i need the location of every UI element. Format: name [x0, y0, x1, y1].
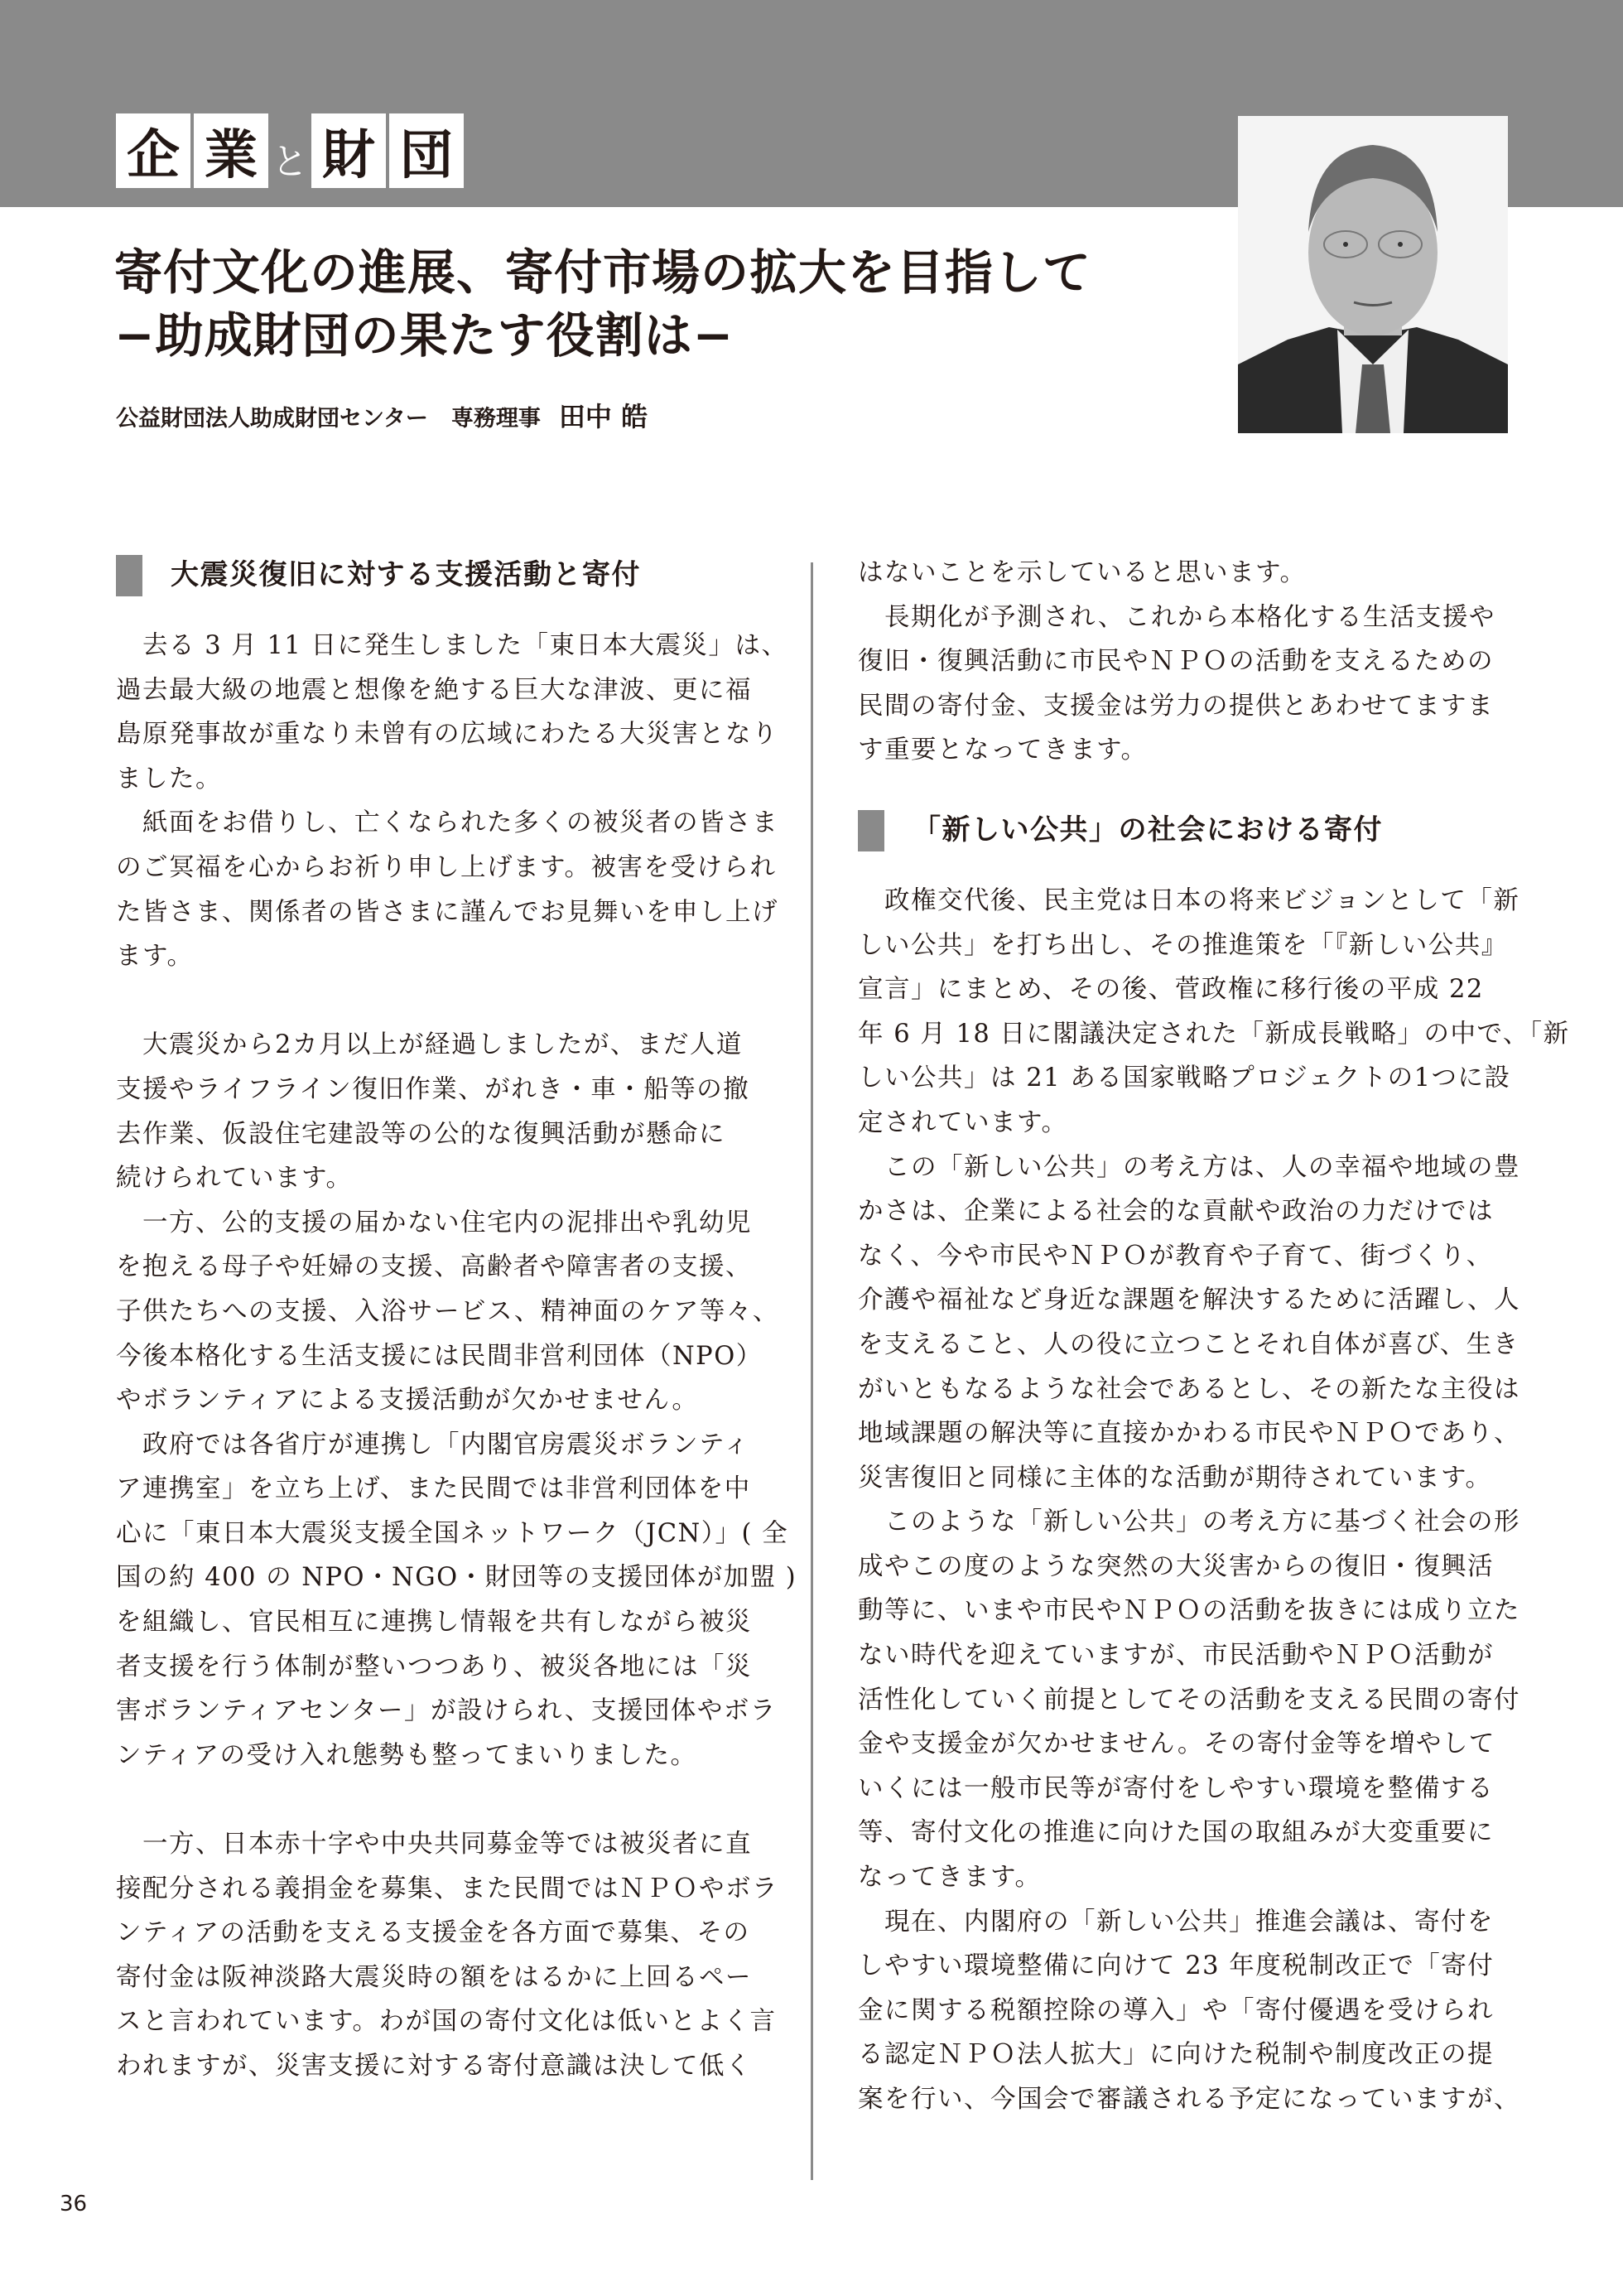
text-line: 民間の寄付金、支援金は労力の提供とあわせてますま — [858, 691, 1494, 721]
author-role: 専務理事 — [450, 406, 541, 432]
text-line: 成やこの度のような突然の大災害からの復旧・復興活 — [858, 1551, 1494, 1581]
column-divider — [811, 562, 813, 2180]
category-char: 団 — [389, 113, 464, 188]
text-line: 去作業、仮設住宅建設等の公的な復興活動が懸命に — [116, 1119, 725, 1149]
text-line: 国の約 400 の NPO・NGO・財団等の支援団体が加盟 ) — [116, 1563, 797, 1593]
text-line: す重要となってきます。 — [858, 736, 1148, 765]
text-line: 長期化が予測され、これから本格化する生活支援や — [858, 602, 1495, 632]
text-line: 去る 3 月 11 日に発生しました「東日本大震災」は、 — [116, 631, 788, 660]
text-line: 現在、内閣府の「新しい公共」推進会議は、寄付を — [858, 1907, 1494, 1937]
left-body-text — [116, 624, 797, 2089]
text-line: なく、今や市民やＮＰＯが教育や子育て、街づくり、 — [858, 1241, 1493, 1271]
page-number: 36 — [60, 2192, 88, 2216]
text-line: ない時代を迎えていますが、市民活動やＮＰＯ活動が — [858, 1641, 1494, 1671]
text-line: なってきます。 — [858, 1863, 1042, 1893]
text-line: 害ボランティアセンター」が設けられ、支援団体やボラ — [116, 1696, 777, 1726]
heading-square-icon — [116, 555, 142, 596]
text-line: 心に「東日本大震災支援全国ネットワーク（JCN）」( 全 — [116, 1518, 789, 1548]
text-line: かさは、企業による社会的な貢献や政治の力だけでは — [858, 1197, 1494, 1227]
section-heading — [116, 551, 767, 601]
text-line: を抱える母子や妊婦の支援、高齢者や障害者の支援、 — [116, 1252, 752, 1282]
author-name: 田中 皓 — [558, 401, 648, 432]
paragraph-gap — [116, 979, 767, 1024]
section-heading-text: 大震災復旧に対する支援活動と寄付 — [171, 558, 641, 592]
text-line: 今後本格化する生活支援には民間非営利団体（NPO） — [116, 1341, 763, 1371]
text-line: 地域課題の解決等に直接かかわる市民やＮＰＯであり、 — [858, 1419, 1520, 1449]
category-char: 企 — [116, 113, 190, 188]
right-body-text-top — [858, 551, 1512, 773]
text-line: 政権交代後、民主党は日本の将来ビジョンとして「新 — [858, 885, 1520, 915]
text-line: しい公共」を打ち出し、その推進策を「『新しい公共』 — [858, 930, 1508, 960]
text-line: 接配分される義捐金を募集、また民間ではＮＰＯやボラ — [116, 1874, 778, 1903]
paragraph-gap — [116, 1777, 767, 1822]
text-line: 金に関する税額控除の導入」や「寄付優遇を受けられ — [858, 1995, 1494, 2025]
text-line: 紙面をお借りし、亡くなられた多くの被災者の皆さま — [116, 808, 778, 838]
article-title: 寄付文化の進展、寄付市場の拡大を目指して — [114, 244, 1092, 301]
text-line: 過去最大級の地震と想像を絶する巨大な津波、更に福 — [116, 675, 752, 705]
category-label — [116, 113, 467, 188]
section-heading-text: 「新しい公共」の社会における寄付 — [913, 813, 1383, 847]
text-line: やボランティアによる支援活動が欠かせません。 — [116, 1386, 699, 1416]
category-conjunction: と — [272, 141, 308, 183]
text-line: いくには一般市民等が寄付をしやすい環境を整備する — [858, 1773, 1494, 1803]
text-line: この「新しい公共」の考え方は、人の幸福や地域の豊 — [858, 1152, 1520, 1182]
text-line: スと言われています。わが国の寄付文化は低いとよく言 — [116, 2007, 777, 2037]
text-line: 活性化していく前提としてその活動を支える民間の寄付 — [858, 1685, 1520, 1715]
text-line: 年 6 月 18 日に閣議決定された「新成長戦略」の中で、「新 — [858, 1019, 1570, 1049]
text-line: 大震災から2カ月以上が経過しましたが、まだ人道 — [116, 1030, 743, 1060]
text-line: た皆さま、関係者の皆さまに謹んでお見舞いを申し上げ — [116, 897, 778, 927]
text-line: 定されています。 — [858, 1107, 1068, 1137]
text-line: 金や支援金が欠かせません。その寄付金等を増やして — [858, 1729, 1495, 1759]
text-line: 復旧・復興活動に市民やＮＰＯの活動を支えるための — [858, 647, 1494, 677]
text-line: 一方、日本赤十字や中央共同募金等では被災者に直 — [116, 1830, 752, 1859]
text-line: 災害復旧と同様に主体的な活動が期待されています。 — [858, 1463, 1492, 1493]
text-line: 子供たちへの支援、入浴サービス、精神面のケア等々、 — [116, 1296, 779, 1326]
left-column — [116, 551, 797, 2089]
right-column — [858, 551, 1570, 2122]
text-line: 島原発事故が重なり未曾有の広域にわたる大災害となり — [116, 720, 778, 750]
text-line: 動等に、いまや市民やＮＰＯの活動を抜きには成り立た — [858, 1596, 1520, 1626]
category-char: 業 — [194, 113, 268, 188]
author-portrait-photo — [1238, 116, 1508, 433]
text-line: このような「新しい公共」の考え方に基づく社会の形 — [858, 1507, 1520, 1537]
text-line: ンティアの受け入れ態勢も整ってまいりました。 — [116, 1740, 697, 1770]
text-line: 等、寄付文化の推進に向けた国の取組みが大変重要に — [858, 1818, 1494, 1848]
text-line: 一方、公的支援の届かない住宅内の泥排出や乳幼児 — [116, 1208, 752, 1237]
text-line: ンティアの活動を支える支援金を各方面で募集、その — [116, 1918, 750, 1948]
text-line: 寄付金は阪神淡路大震災時の額をはるかに上回るペー — [116, 1962, 752, 1992]
right-body-text — [858, 879, 1570, 2122]
text-line: を支えること、人の役に立つことそれ自体が喜び、生き — [858, 1329, 1519, 1359]
text-line: はないことを示していると思います。 — [858, 558, 1307, 587]
text-line: しい公共」は 21 ある国家戦略プロジェクトの1つに設 — [858, 1064, 1511, 1093]
text-line: のご冥福を心からお祈り申し上げます。被害を受けられ — [116, 852, 777, 882]
section-heading — [858, 806, 1512, 856]
category-char: 財 — [311, 113, 386, 188]
article-subtitle: −助成財団の果たす役割は− — [114, 307, 734, 364]
text-line: を組織し、官民相互に連携し情報を共有しながら被災 — [116, 1608, 752, 1638]
portrait-image — [1238, 116, 1508, 433]
author-organization: 公益財団法人助成財団センター — [116, 406, 428, 432]
heading-square-icon — [858, 810, 884, 851]
text-line: ました。 — [116, 764, 222, 793]
text-line: 者支援を行う体制が整いつつあり、被災各地には「災 — [116, 1652, 752, 1681]
text-line: 宣言」にまとめ、その後、菅政権に移行後の平成 22 — [858, 975, 1484, 1005]
text-line: 介護や福祉など身近な課題を解決するために活躍し、人 — [858, 1285, 1520, 1315]
text-line: われますが、災害支援に対する寄付意識は決して低く — [116, 2052, 752, 2081]
author-byline — [116, 396, 648, 434]
text-line: ア連携室」を立ち上げ、また民間では非営利団体を中 — [116, 1474, 751, 1504]
text-line: がいともなるような社会であるとし、その新たな主役は — [858, 1374, 1520, 1404]
text-line: 案を行い、今国会で審議される予定になっていますが、 — [858, 2085, 1520, 2114]
text-line: る認定ＮＰＯ法人拡大」に向けた税制や制度改正の提 — [858, 2040, 1494, 2070]
text-line: 支援やライフライン復旧作業、がれき・車・船等の撤 — [116, 1074, 750, 1104]
text-line: ます。 — [116, 942, 194, 972]
text-line: 続けられています。 — [116, 1164, 353, 1194]
text-line: しやすい環境整備に向けて 23 年度税制改正で「寄付 — [858, 1951, 1495, 1981]
text-line: 政府では各省庁が連携し「内閣官房震災ボランティ — [116, 1430, 750, 1459]
